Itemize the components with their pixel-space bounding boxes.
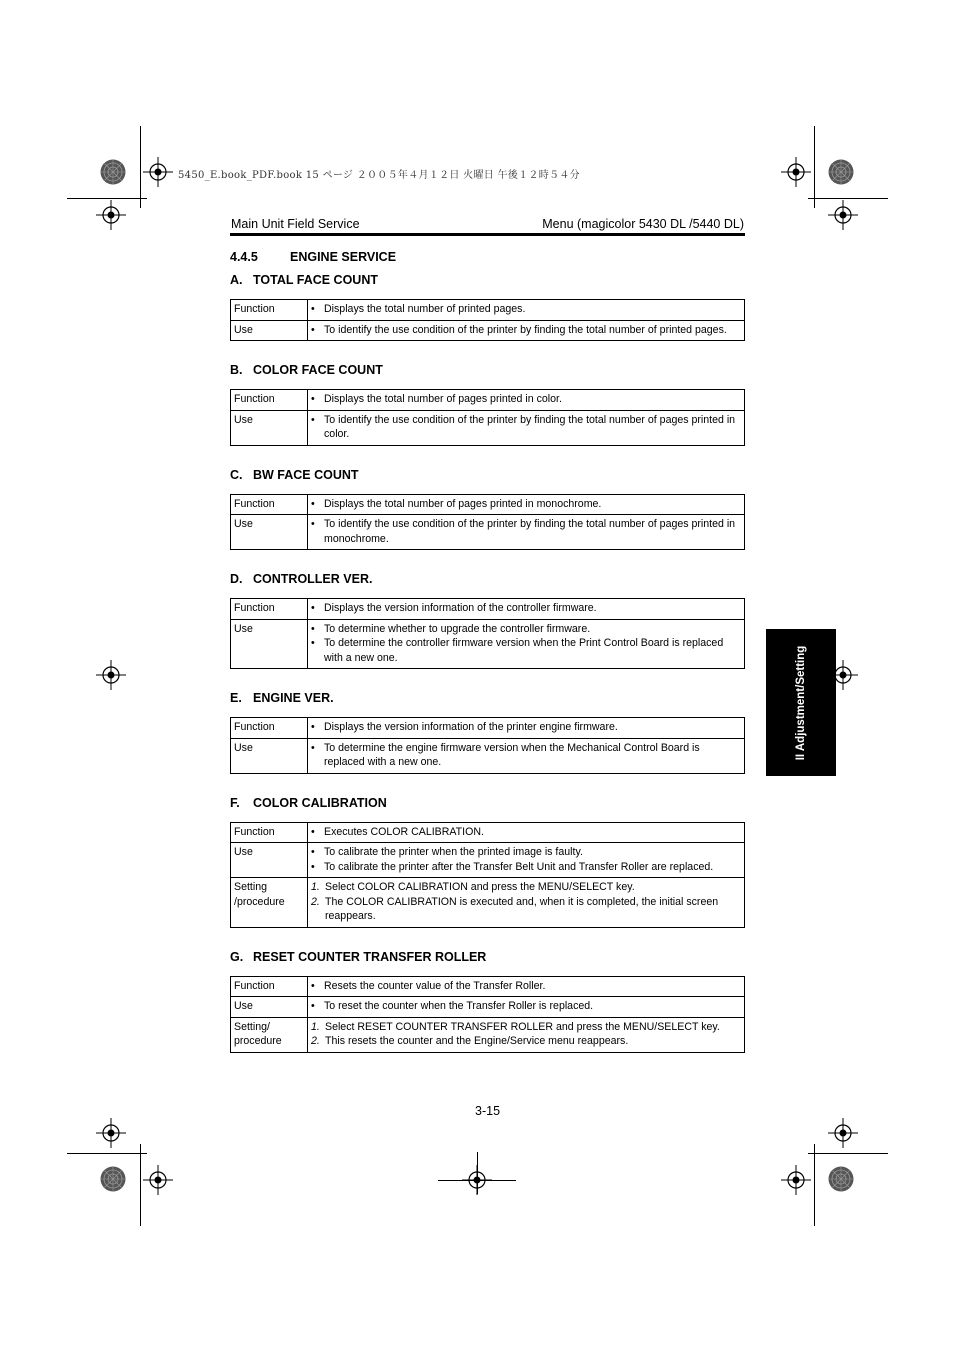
bullet-icon: • xyxy=(311,846,315,858)
chapter-side-tab xyxy=(766,629,836,776)
bullet-icon: • xyxy=(311,413,315,426)
row-label: Function xyxy=(231,822,308,843)
bullet-item xyxy=(311,413,741,442)
item-text: This resets the counter and the Engine/Service menu reappears. xyxy=(325,1035,629,1047)
table-row xyxy=(231,390,745,411)
item-text: To identify the use condition of the printer by finding the total number of pages printed in monochrome. xyxy=(324,518,736,545)
item-text: To determine whether to upgrade the controller firmware. xyxy=(324,622,591,635)
item-text: To identify the use condition of the printer by finding the total number of pages printed in color. xyxy=(324,413,736,440)
bullet-icon: • xyxy=(311,622,315,635)
bullet-item xyxy=(311,302,741,317)
subsection-heading xyxy=(230,271,745,289)
item-text: Displays the total number of pages printed in color. xyxy=(324,393,562,405)
bullet-item xyxy=(311,860,741,875)
step-number: 2. xyxy=(311,1035,320,1047)
bullet-icon: • xyxy=(311,860,315,873)
color-wheel-icon xyxy=(100,1166,126,1192)
subsection-title: ENGINE VER. xyxy=(253,691,334,705)
table-row xyxy=(231,410,745,445)
step-number: 2. xyxy=(311,895,320,908)
row-content xyxy=(308,320,745,341)
subsection-title: BW FACE COUNT xyxy=(253,467,359,482)
section-number: 4.4.5 xyxy=(230,250,258,264)
table-row xyxy=(231,1017,745,1052)
numbered-item xyxy=(311,895,741,924)
subsection-letter: E. xyxy=(230,691,242,705)
row-label: Use xyxy=(231,738,308,773)
table-row xyxy=(231,718,745,739)
bullet-item xyxy=(311,622,741,637)
subsection-title: CONTROLLER VER. xyxy=(253,572,373,586)
row-label: Use xyxy=(231,320,308,341)
crop-marks xyxy=(438,1180,516,1181)
color-wheel-icon xyxy=(828,159,854,185)
subsection-letter: A. xyxy=(230,273,243,287)
row-label: Function xyxy=(231,300,308,321)
row-label: Use xyxy=(231,619,308,669)
item-text: To identify the use condition of the printer by finding the total number of printed pages. xyxy=(324,323,727,336)
running-header-right: Menu (magicolor 5430 DL /5440 DL) xyxy=(542,217,744,231)
bullet-icon: • xyxy=(311,497,315,510)
row-content xyxy=(308,997,745,1018)
bullet-icon: • xyxy=(311,721,315,733)
table-row xyxy=(231,843,745,878)
bullet-item xyxy=(311,392,741,407)
item-text: Resets the counter value of the Transfer Roller. xyxy=(324,979,546,992)
bullet-item xyxy=(311,979,741,994)
page-content xyxy=(230,248,745,1073)
registration-target-icon xyxy=(96,660,126,690)
running-header-left: Main Unit Field Service xyxy=(231,217,360,231)
row-label: Setting /procedure xyxy=(231,878,308,928)
table-row xyxy=(231,822,745,843)
subsection-title: TOTAL FACE COUNT xyxy=(253,273,378,287)
row-content xyxy=(308,738,745,773)
subsection-title: COLOR CALIBRATION xyxy=(253,795,387,810)
bullet-icon: • xyxy=(311,825,315,838)
item-text: Displays the total number of printed pages. xyxy=(324,303,526,315)
subsection-heading xyxy=(230,361,745,379)
crop-marks xyxy=(477,1152,478,1194)
bullet-icon: • xyxy=(311,303,315,315)
table-row xyxy=(231,494,745,515)
spec-table xyxy=(230,598,745,669)
bullet-icon: • xyxy=(311,637,315,649)
bullet-icon: • xyxy=(311,323,315,336)
bullet-icon: • xyxy=(311,518,315,530)
bullet-item xyxy=(311,825,741,840)
subsection-heading xyxy=(230,794,745,812)
item-text: Displays the version information of the controller firmware. xyxy=(324,602,597,614)
row-label: Use xyxy=(231,410,308,445)
spec-table xyxy=(230,822,745,928)
registration-target-icon xyxy=(828,1118,858,1148)
bullet-icon: • xyxy=(311,393,315,405)
table-row xyxy=(231,599,745,620)
row-content xyxy=(308,976,745,997)
bullet-item xyxy=(311,741,741,770)
subsection-letter: D. xyxy=(230,572,243,586)
section-heading xyxy=(230,248,745,266)
row-label: Function xyxy=(231,494,308,515)
bullet-item xyxy=(311,999,741,1014)
row-content xyxy=(308,822,745,843)
row-content xyxy=(308,494,745,515)
item-text: Displays the version information of the printer engine firmware. xyxy=(324,721,618,733)
item-text: Displays the total number of pages printed in monochrome. xyxy=(324,497,602,510)
item-text: To determine the engine firmware version when the Mechanical Control Board is replaced with a new one. xyxy=(324,741,700,768)
item-text: Select RESET COUNTER TRANSFER ROLLER and press the MENU/SELECT key. xyxy=(325,1020,720,1033)
row-label: Use xyxy=(231,515,308,550)
bullet-item xyxy=(311,845,741,860)
subsection-title: COLOR FACE COUNT xyxy=(253,363,383,377)
color-wheel-icon xyxy=(828,1166,854,1192)
registration-target-icon xyxy=(828,200,858,230)
bullet-item xyxy=(311,517,741,546)
item-text: The COLOR CALIBRATION is executed and, when it is completed, the initial screen reappears. xyxy=(325,895,719,922)
bullet-icon: • xyxy=(311,602,315,614)
bullet-icon: • xyxy=(311,741,315,754)
table-row xyxy=(231,997,745,1018)
row-content xyxy=(308,599,745,620)
registration-target-icon xyxy=(781,1165,811,1195)
subsection-heading xyxy=(230,689,745,707)
subsection-letter: G. xyxy=(230,949,244,964)
table-row xyxy=(231,738,745,773)
spec-table xyxy=(230,494,745,551)
subsection-title: RESET COUNTER TRANSFER ROLLER xyxy=(253,949,487,964)
item-text: To reset the counter when the Transfer Roller is replaced. xyxy=(324,1000,594,1012)
table-row xyxy=(231,320,745,341)
table-row xyxy=(231,619,745,669)
table-row xyxy=(231,515,745,550)
row-content xyxy=(308,878,745,928)
row-label: Function xyxy=(231,390,308,411)
row-content xyxy=(308,718,745,739)
row-content xyxy=(308,410,745,445)
registration-target-icon xyxy=(143,157,173,187)
subsection-heading xyxy=(230,466,745,484)
subsection-list xyxy=(230,271,745,1053)
registration-target-icon xyxy=(96,1118,126,1148)
row-content xyxy=(308,1017,745,1052)
bullet-item xyxy=(311,720,741,735)
table-row xyxy=(231,300,745,321)
row-label: Function xyxy=(231,599,308,620)
subsection-heading xyxy=(230,948,745,966)
item-text: To calibrate the printer after the Transfer Belt Unit and Transfer Roller are replaced. xyxy=(324,860,714,873)
row-label: Setting/ procedure xyxy=(231,1017,308,1052)
row-label: Function xyxy=(231,976,308,997)
table-row xyxy=(231,976,745,997)
item-text: To determine the controller firmware version when the Print Control Board is replaced with a new one. xyxy=(324,637,724,664)
row-label: Function xyxy=(231,718,308,739)
bullet-icon: • xyxy=(311,1000,315,1012)
bullet-icon: • xyxy=(311,979,315,992)
registration-target-icon xyxy=(781,157,811,187)
spec-table xyxy=(230,976,745,1053)
step-number: 1. xyxy=(311,1020,320,1033)
item-text: To calibrate the printer when the printed image is faulty. xyxy=(324,846,583,858)
row-label: Use xyxy=(231,843,308,878)
color-wheel-icon xyxy=(100,159,126,185)
spec-table xyxy=(230,389,745,446)
section-title: ENGINE SERVICE xyxy=(290,250,397,264)
numbered-item xyxy=(311,1034,741,1049)
bullet-item xyxy=(311,636,741,665)
subsection-letter: C. xyxy=(230,467,243,482)
item-text: Executes COLOR CALIBRATION. xyxy=(324,825,484,838)
row-content xyxy=(308,300,745,321)
table-row xyxy=(231,878,745,928)
spec-table xyxy=(230,299,745,341)
bullet-item xyxy=(311,601,741,616)
row-content xyxy=(308,619,745,669)
subsection-heading xyxy=(230,570,745,588)
subsection-letter: F. xyxy=(230,795,240,810)
item-text: Select COLOR CALIBRATION and press the MENU/SELECT key. xyxy=(325,881,635,893)
row-content xyxy=(308,515,745,550)
subsection-letter: B. xyxy=(230,363,243,377)
chapter-side-tab-label: II Adjustment/Setting xyxy=(795,645,807,760)
bullet-item xyxy=(311,323,741,338)
row-label: Use xyxy=(231,997,308,1018)
row-content xyxy=(308,843,745,878)
registration-target-icon xyxy=(143,1165,173,1195)
registration-target-icon xyxy=(96,200,126,230)
numbered-item xyxy=(311,1020,741,1035)
bullet-item xyxy=(311,497,741,512)
step-number: 1. xyxy=(311,881,320,893)
numbered-item xyxy=(311,880,741,895)
spec-table xyxy=(230,717,745,774)
print-slug-header: 5450_E.book_PDF.book 15 ページ ２００５年４月１２日 火曜日 午後１２時５４分 xyxy=(178,170,580,181)
page-number: 3-15 xyxy=(475,1104,501,1118)
row-content xyxy=(308,390,745,411)
header-rule xyxy=(230,233,745,236)
